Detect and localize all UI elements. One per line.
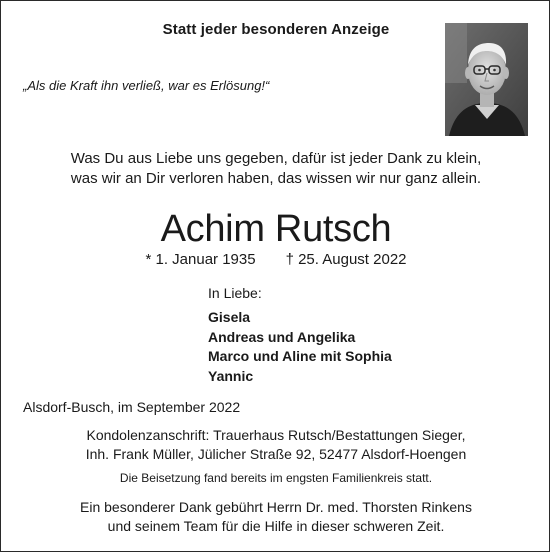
family-member: Gisela — [208, 309, 251, 325]
condolence-address — [1, 426, 550, 464]
thanks-line: Ein besonderer Dank gebührt Herrn Dr. med. Thorsten Rinkens — [80, 499, 472, 515]
family-member: Marco und Aline mit Sophia — [208, 348, 392, 364]
quote: „Als die Kraft ihn verließ, war es Erlösung!“ — [23, 78, 270, 93]
death-date: † 25. August 2022 — [285, 251, 407, 268]
life-dates — [1, 251, 550, 268]
headline: Statt jeder besonderen Anzeige — [162, 21, 390, 38]
address-line: Kondolenzanschrift: Trauerhaus Rutsch/Bestattungen Sieger, — [86, 427, 466, 443]
portrait-photo — [445, 23, 528, 136]
address-line: Inh. Frank Müller, Jülicher Straße 92, 52477 Alsdorf-Hoengen — [85, 446, 467, 462]
portrait-image — [445, 23, 528, 136]
verse-line: Was Du aus Liebe uns gegeben, dafür ist jeder Dank zu klein, — [70, 150, 482, 167]
birth-date: * 1. Januar 1935 — [145, 251, 256, 268]
family-member: Yannic — [208, 367, 254, 384]
family-list — [208, 308, 392, 386]
family-member: Andreas und Angelika — [208, 328, 356, 345]
in-love-label: In Liebe: — [208, 285, 262, 301]
thanks-note — [1, 498, 550, 536]
burial-note: Die Beisetzung fand bereits im engsten Familienkreis statt. — [119, 471, 433, 485]
deceased-name: Achim Rutsch — [160, 208, 392, 250]
verse-line: was wir an Dir verloren haben, das wissen wir nur ganz allein. — [70, 170, 482, 187]
memorial-verse — [1, 149, 550, 189]
place-date: Alsdorf-Busch, im September 2022 — [23, 399, 241, 415]
thanks-line: und seinem Team für die Hilfe in dieser schweren Zeit. — [107, 518, 445, 534]
